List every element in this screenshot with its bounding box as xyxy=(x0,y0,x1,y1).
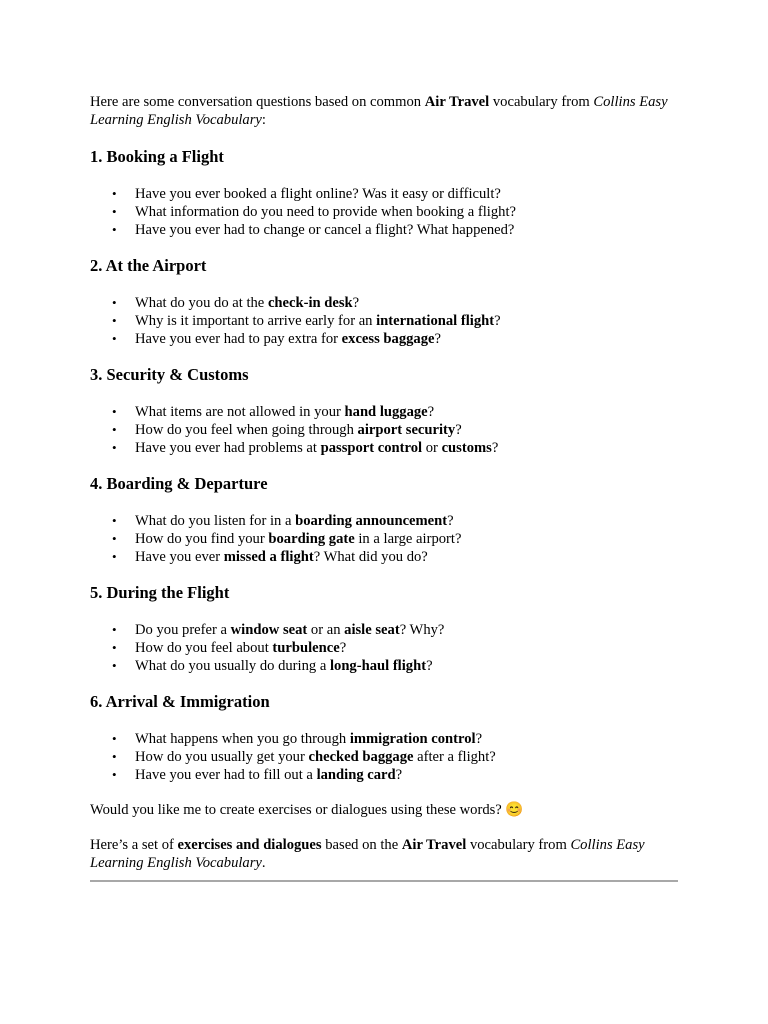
bold-term: turbulence xyxy=(272,640,340,656)
text-run: Why is it important to arrive early for an xyxy=(135,313,377,329)
text-run: Have you ever had problems at xyxy=(135,440,321,456)
question-list xyxy=(90,403,680,457)
text-run: ? Why? xyxy=(399,622,445,638)
text-run: or an xyxy=(307,622,345,638)
bullet-icon: • xyxy=(112,440,117,455)
offer-question xyxy=(90,801,680,819)
list-item xyxy=(90,548,680,566)
text-run: Have you ever had to change or cancel a flight? What happened? xyxy=(135,222,515,238)
section-heading: 3. Security & Customs xyxy=(90,365,249,384)
text-run: Have you ever xyxy=(135,549,224,565)
list-item xyxy=(90,421,680,439)
bold-term: Air Travel xyxy=(401,837,467,853)
text-run: ? xyxy=(352,295,360,311)
bullet-icon: • xyxy=(112,549,117,564)
question-list xyxy=(90,621,680,675)
text-run: Would you like me to create exercises or dialogues using these words? 😊 xyxy=(90,802,524,818)
bullet-icon: • xyxy=(112,640,117,655)
text-run: vocabulary from xyxy=(466,837,571,853)
text-run: ? xyxy=(494,313,501,329)
text-run: What items are not allowed in your xyxy=(135,404,345,420)
bullet-icon: • xyxy=(112,404,117,419)
bold-term: hand luggage xyxy=(344,404,428,420)
intro-paragraph xyxy=(90,93,680,129)
bold-term: aisle seat xyxy=(344,622,400,638)
text-run: ? xyxy=(475,731,483,747)
bold-term: passport control xyxy=(320,440,423,456)
text-run: Do you prefer a xyxy=(135,622,231,638)
bullet-icon: • xyxy=(112,749,117,764)
text-run: How do you find your xyxy=(135,531,269,547)
bold-term: excess baggage xyxy=(341,331,435,347)
text-run: What do you do at the xyxy=(135,295,268,311)
section-heading: 1. Booking a Flight xyxy=(90,147,224,166)
text-run: Have you ever had to fill out a xyxy=(135,767,317,783)
section-heading: 2. At the Airport xyxy=(90,256,207,275)
bullet-icon: • xyxy=(112,186,117,201)
text-run: in a large airport? xyxy=(354,531,462,547)
bold-term: Air Travel xyxy=(424,94,490,110)
text-run: Here are some conversation questions based on common xyxy=(90,94,425,110)
bold-term: immigration control xyxy=(349,731,476,747)
text-run: How do you feel when going through xyxy=(135,422,358,438)
bullet-icon: • xyxy=(112,622,117,637)
bullet-icon: • xyxy=(112,222,117,237)
text-run: after a flight? xyxy=(413,749,496,765)
horizontal-rule xyxy=(90,880,678,882)
bold-term: long-haul flight xyxy=(329,658,427,674)
text-run: ? xyxy=(447,513,454,529)
bullet-icon: • xyxy=(112,767,117,782)
bullet-icon: • xyxy=(112,658,117,673)
text-run: How do you usually get your xyxy=(135,749,309,765)
italic-title: Collins Easy Learning English Vocabulary xyxy=(90,94,668,128)
section-heading: 5. During the Flight xyxy=(90,583,230,602)
list-item xyxy=(90,621,680,639)
text-run: What do you listen for in a xyxy=(135,513,296,529)
list-item xyxy=(90,221,680,239)
bold-term: window seat xyxy=(230,622,308,638)
list-item xyxy=(90,530,680,548)
italic-title: Collins Easy Learning English Vocabulary xyxy=(90,837,645,871)
text-run: Have you ever booked a flight online? Was it easy or difficult? xyxy=(135,186,501,202)
question-list xyxy=(90,730,680,784)
section-heading: 4. Boarding & Departure xyxy=(90,474,268,493)
text-run: ? xyxy=(455,422,462,438)
text-run: How do you feel about xyxy=(135,640,273,656)
list-item xyxy=(90,766,680,784)
bold-term: checked baggage xyxy=(308,749,414,765)
document-page xyxy=(90,93,680,882)
question-list xyxy=(90,512,680,566)
list-item xyxy=(90,439,680,457)
text-run: ? xyxy=(395,767,403,783)
sections-container xyxy=(90,147,680,784)
list-item xyxy=(90,294,680,312)
list-item xyxy=(90,748,680,766)
list-item xyxy=(90,512,680,530)
text-run: ? xyxy=(426,658,433,674)
list-item xyxy=(90,330,680,348)
text-run: ? What did you do? xyxy=(313,549,428,565)
bold-term: international flight xyxy=(376,313,495,329)
text-run: : xyxy=(261,112,266,128)
bold-term: missed a flight xyxy=(223,549,314,565)
bold-term: boarding gate xyxy=(268,531,355,547)
bullet-icon: • xyxy=(112,422,117,437)
bullet-icon: • xyxy=(112,531,117,546)
bold-term: exercises and dialogues xyxy=(177,837,322,853)
bullet-icon: • xyxy=(112,313,117,328)
section-heading: 6. Arrival & Immigration xyxy=(90,692,270,711)
bullet-icon: • xyxy=(112,331,117,346)
list-item xyxy=(90,185,680,203)
text-run: Here’s a set of xyxy=(90,837,178,853)
bullet-icon: • xyxy=(112,204,117,219)
list-item xyxy=(90,639,680,657)
text-run: Have you ever had to pay extra for xyxy=(135,331,342,347)
text-run: ? xyxy=(491,440,499,456)
text-run: based on the xyxy=(321,837,402,853)
question-list xyxy=(90,294,680,348)
list-item xyxy=(90,403,680,421)
bold-term: boarding announcement xyxy=(295,513,448,529)
text-run: . xyxy=(261,855,266,871)
text-run: What do you usually do during a xyxy=(135,658,330,674)
bullet-icon: • xyxy=(112,295,117,310)
bold-term: customs xyxy=(441,440,492,456)
bold-term: landing card xyxy=(316,767,396,783)
list-item xyxy=(90,203,680,221)
text-run: vocabulary from xyxy=(489,94,594,110)
text-run: What happens when you go through xyxy=(135,731,350,747)
closing-paragraph xyxy=(90,836,680,872)
bullet-icon: • xyxy=(112,731,117,746)
bold-term: airport security xyxy=(357,422,456,438)
text-run: ? xyxy=(427,404,435,420)
bold-term: check-in desk xyxy=(267,295,353,311)
bullet-icon: • xyxy=(112,513,117,528)
list-item xyxy=(90,657,680,675)
text-run: ? xyxy=(339,640,347,656)
text-run: or xyxy=(422,440,442,456)
text-run: ? xyxy=(434,331,441,347)
list-item xyxy=(90,730,680,748)
question-list xyxy=(90,185,680,239)
text-run: What information do you need to provide when booking a flight? xyxy=(135,204,516,220)
list-item xyxy=(90,312,680,330)
